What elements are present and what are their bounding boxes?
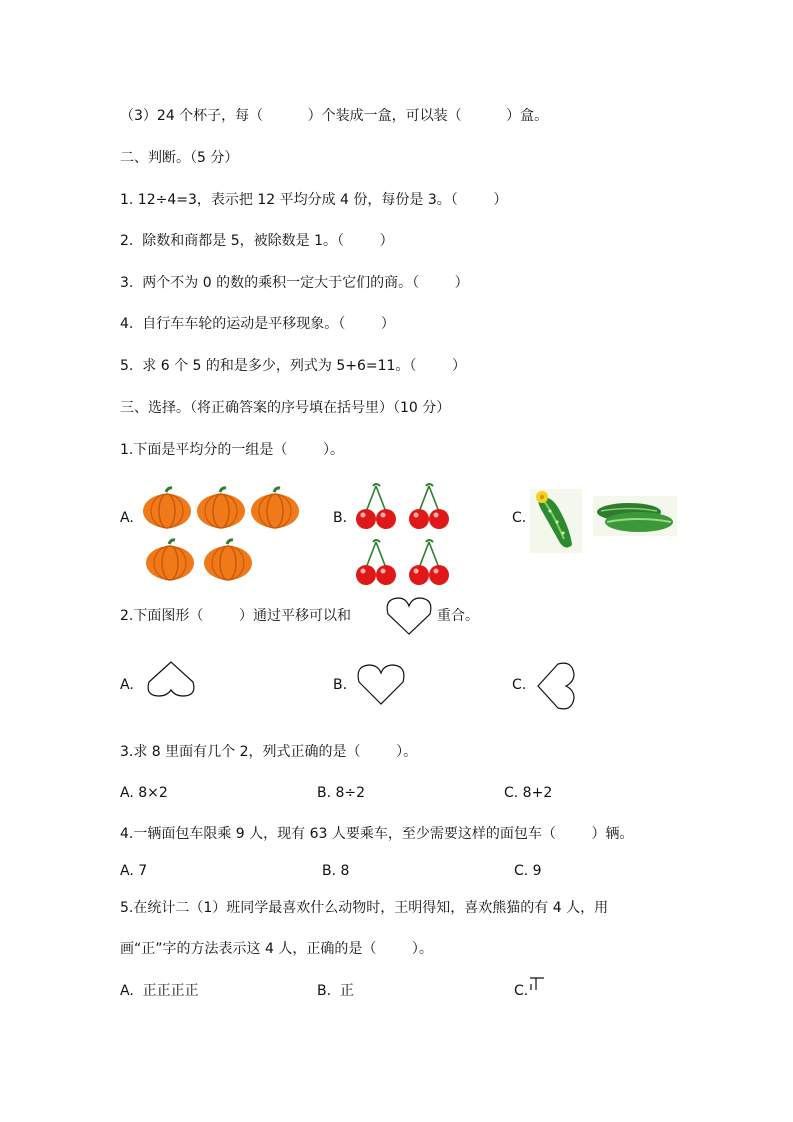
q5-option-c-label: C. <box>514 983 529 999</box>
q5-option-b: B. 正 <box>317 983 354 999</box>
heart-shape-b <box>356 662 406 706</box>
choice-question-5-line-2: 画“正”字的方法表示这 4 人，正确的是（ ）。 <box>120 941 433 957</box>
cherry-icon <box>408 540 450 586</box>
fill-question-3: （3）24 个杯子，每（ ）个装成一盒，可以装（ ）盒。 <box>120 108 549 124</box>
tally-partial-icon <box>528 976 546 992</box>
heart-shape-a <box>145 660 197 700</box>
judge-question-4: 4. 自行车车轮的运动是平移现象。（ ） <box>120 316 395 332</box>
q3-option-a: A. 8×2 <box>120 785 168 801</box>
section-3-title: 三、选择。（将正确答案的序号填在括号里）（10 分） <box>120 400 451 416</box>
judge-question-3: 3. 两个不为 0 的数的乘积一定大于它们的商。（ ） <box>120 275 469 291</box>
choice-question-2: 2.下面图形（ ）通过平移可以和 <box>120 608 351 624</box>
choice-question-1: 1.下面是平均分的一组是（ ）。 <box>120 442 344 458</box>
q2-option-a-label: A. <box>120 677 134 693</box>
q1-option-c-label: C. <box>512 510 527 526</box>
q4-option-b: B. 8 <box>322 863 350 879</box>
judge-question-2: 2. 除数和商都是 5，被除数是 1。（ ） <box>120 233 394 249</box>
cucumber-icon <box>593 496 677 536</box>
pumpkin-icon <box>203 538 253 582</box>
pumpkin-icon <box>196 486 246 530</box>
choice-question-3: 3.求 8 里面有几个 2，列式正确的是（ ）。 <box>120 744 418 760</box>
choice-question-5-line-1: 5.在统计二（1）班同学最喜欢什么动物时，王明得知，喜欢熊猫的有 4 人，用 <box>120 900 609 916</box>
q3-option-c: C. 8+2 <box>504 785 553 801</box>
q4-option-a: A. 7 <box>120 863 148 879</box>
q2-option-c-label: C. <box>512 677 527 693</box>
heart-outline-icon <box>385 596 433 636</box>
pumpkin-icon <box>145 538 195 582</box>
cherry-icon <box>408 484 450 530</box>
q1-option-a-label: A. <box>120 510 134 526</box>
cherry-icon <box>355 484 397 530</box>
section-2-title: 二、判断。（5 分） <box>120 150 239 166</box>
choice-question-2-tail: 重合。 <box>437 608 479 624</box>
q3-option-b: B. 8÷2 <box>317 785 366 801</box>
cucumber-icon <box>530 489 582 553</box>
q2-option-b-label: B. <box>333 677 348 693</box>
pumpkin-icon <box>250 486 300 530</box>
judge-question-5: 5. 求 6 个 5 的和是多少，列式为 5+6=11。（ ） <box>120 358 467 374</box>
pumpkin-icon <box>142 486 192 530</box>
judge-question-1: 1. 12÷4=3，表示把 12 平均分成 4 份，每份是 3。（ ） <box>120 192 508 208</box>
q1-option-b-label: B. <box>333 510 348 526</box>
q5-option-a: A. 正正正正 <box>120 983 199 999</box>
q4-option-c: C. 9 <box>514 863 542 879</box>
cherry-icon <box>355 540 397 586</box>
choice-question-4: 4.一辆面包车限乘 9 人，现有 63 人要乘车，至少需要这样的面包车（ ）辆。 <box>120 826 634 842</box>
heart-shape-c <box>536 660 580 712</box>
